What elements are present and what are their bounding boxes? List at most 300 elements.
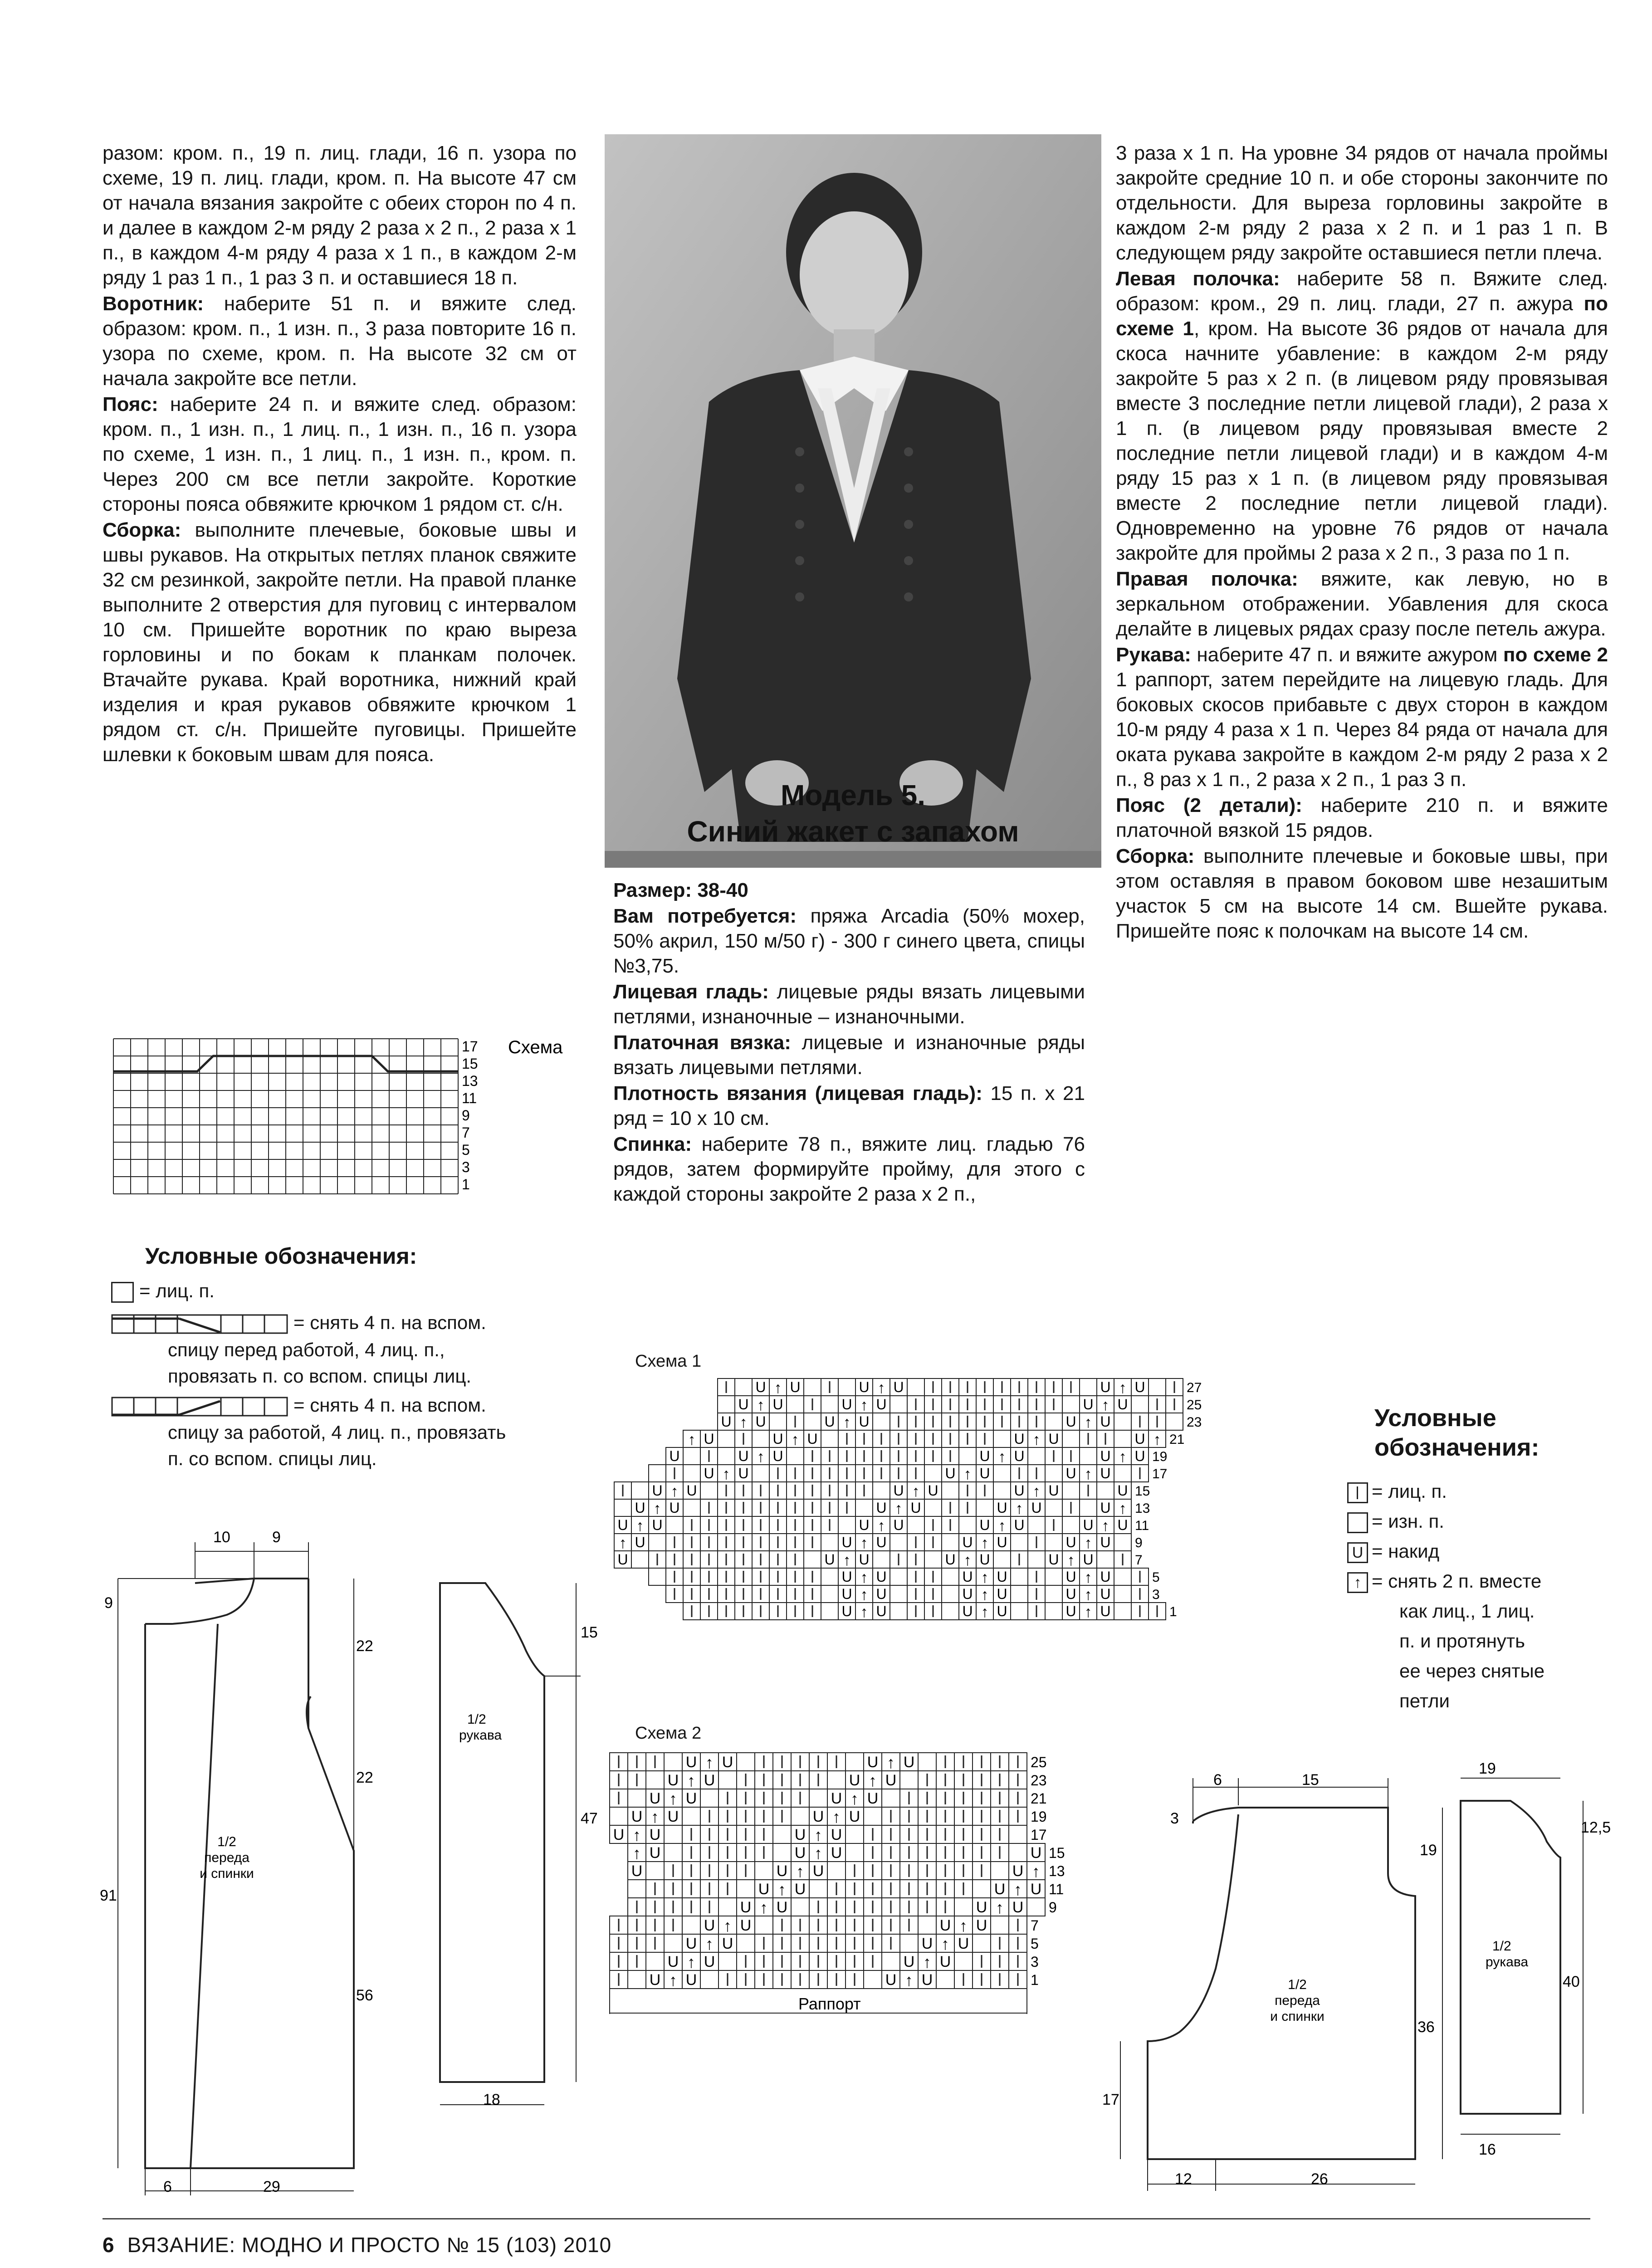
- schema1-dec-mark: ↑: [981, 1586, 989, 1603]
- schema1-cell: [993, 1551, 1011, 1568]
- schema2-yo-mark: U: [704, 1917, 715, 1934]
- schema1-cell: [924, 1465, 942, 1482]
- schema1-dec-mark: ↑: [791, 1431, 799, 1448]
- schema1-yo-mark: U: [997, 1586, 1007, 1602]
- schema1-yo-mark: U: [1065, 1465, 1076, 1481]
- schema1-title: Схема 1: [635, 1352, 702, 1371]
- dim-15: 15: [581, 1624, 598, 1641]
- schema2-dec-mark: ↑: [687, 1953, 695, 1971]
- schema1-cell: [1011, 1603, 1028, 1620]
- schema1-dec-mark: ↑: [1119, 1448, 1127, 1466]
- schema2-yo-mark: U: [885, 1772, 897, 1789]
- legend-left-item-2-line-3: провязать п. со вспом. спицы лиц.: [168, 1365, 472, 1387]
- schema1-cell: [787, 1447, 804, 1465]
- schema2-yo-mark: U: [976, 1899, 987, 1916]
- schema2-cell: [737, 1880, 755, 1898]
- schema1-cell: [959, 1516, 976, 1534]
- schema2-cell: [991, 1862, 1009, 1880]
- page-number: 6: [103, 2233, 115, 2257]
- model-photo: [605, 134, 1101, 868]
- schema1-yo-mark: U: [1100, 1448, 1111, 1464]
- schema1-yo-mark: U: [928, 1482, 938, 1499]
- schema1-cell: [718, 1430, 735, 1447]
- front-label-1: 1/2: [217, 1834, 236, 1849]
- right-front-paragraph: [1116, 567, 1608, 641]
- schema1-cell: [735, 1378, 752, 1396]
- schema2-cell: [646, 1952, 664, 1970]
- schema1-dec-mark: ↑: [1032, 1483, 1041, 1500]
- front-label-2: переда: [204, 1850, 249, 1865]
- schema1-yo-mark: U: [1048, 1431, 1059, 1447]
- schema1-yo-mark: U: [859, 1551, 870, 1568]
- footer-rule: [103, 2218, 1590, 2219]
- legend-right-item-3: [1347, 1540, 1439, 1563]
- schema1-cell: [683, 1447, 700, 1465]
- schema1-yo-mark: U: [669, 1500, 680, 1516]
- schema1-yo-mark: U: [997, 1534, 1007, 1550]
- schema2-dec-mark: ↑: [941, 1935, 949, 1953]
- schema2-cell: [682, 1807, 700, 1825]
- schema1-yo-mark: U: [1100, 1465, 1111, 1481]
- schema1-yo-mark: U: [841, 1586, 852, 1602]
- schema2-yo-mark: U: [685, 1935, 697, 1952]
- schema1-cell: [1114, 1430, 1131, 1447]
- schema1-yo-mark: U: [824, 1413, 835, 1430]
- schema1-cell: [1114, 1413, 1131, 1430]
- schema1-dec-mark: ↑: [722, 1466, 730, 1483]
- schema1-dec-mark: ↑: [1015, 1500, 1023, 1517]
- need-label: Вам потребуется:: [613, 905, 797, 927]
- schema1-yo-mark: U: [979, 1551, 990, 1568]
- r-dim-19: 19: [1420, 1842, 1437, 1859]
- pattern-left-drawing: [91, 1515, 612, 2195]
- schema2-dec-mark: ↑: [1032, 1862, 1040, 1881]
- schema2-cell: [846, 1753, 864, 1771]
- schema2-yo-mark: U: [667, 1808, 679, 1825]
- schema2-cell: [973, 1934, 991, 1952]
- legend-right-item-3-text: = накид: [1372, 1540, 1440, 1562]
- schema1-cell: [614, 1499, 631, 1516]
- schema2-cell: [918, 1916, 936, 1934]
- schema2-yo-mark: U: [849, 1772, 860, 1789]
- schema2-cell: [827, 1771, 846, 1789]
- schema2-cell: [646, 1771, 664, 1789]
- schema1-yo-mark: U: [1065, 1569, 1076, 1585]
- small-schema-row-number: 11: [462, 1090, 477, 1106]
- schema1-yo-mark: U: [859, 1517, 870, 1533]
- legend-left-item-3-line-1: = снять 4 п. на вспом.: [293, 1394, 486, 1416]
- schema1-yo-mark: U: [1100, 1569, 1111, 1585]
- schema1-row-number: 23: [1187, 1415, 1202, 1430]
- schema1-yo-mark: U: [841, 1534, 852, 1550]
- schema1-yo-mark: U: [772, 1448, 783, 1464]
- schema1-cell: [890, 1603, 907, 1620]
- right-front-text: вяжите, как левую, но в зеркальном отображении. Убавления для скоса делайте в лицевых рядах сразу после петель ажура.: [1116, 568, 1608, 640]
- schema2-yo-mark: U: [1012, 1899, 1024, 1916]
- schema1-yo-mark: U: [876, 1396, 887, 1413]
- model-photo-image: [605, 134, 1101, 868]
- schema2-yo-mark: U: [831, 1844, 842, 1862]
- schema2-cell: [827, 1862, 846, 1880]
- schema1-dec-mark: ↑: [981, 1603, 989, 1621]
- schema1-yo-mark: U: [772, 1431, 783, 1447]
- schema1-cell: [1028, 1551, 1045, 1568]
- schema1-dec-mark: ↑: [1119, 1500, 1127, 1517]
- schema2-yo-mark: U: [1030, 1844, 1042, 1862]
- schema1-cell: [1080, 1499, 1097, 1516]
- schema2-cell: [610, 1807, 628, 1825]
- assembly2-label: Сборка:: [1116, 845, 1195, 867]
- schema2-yo-mark: U: [994, 1881, 1006, 1898]
- stockinette-label: Лицевая гладь:: [613, 981, 769, 1003]
- schema1-row-number: 17: [1152, 1466, 1168, 1481]
- schema1-yo-mark: U: [1100, 1413, 1111, 1430]
- pattern-right: [1102, 1760, 1624, 2191]
- schema2-cell: [628, 1789, 646, 1807]
- schema1-cell: [959, 1447, 976, 1465]
- schema2-cell: [1009, 1825, 1027, 1843]
- schema1-yo-mark: U: [1134, 1448, 1145, 1464]
- legend-left-item-3-line-3: п. со вспом. спицы лиц.: [168, 1448, 377, 1469]
- schema2-row-number: 3: [1031, 1954, 1039, 1970]
- schema1-cell: [890, 1534, 907, 1551]
- schema1-row-number: 21: [1169, 1432, 1185, 1447]
- schema2-yo-mark: U: [849, 1808, 860, 1825]
- schema1-dec-mark: ↑: [757, 1397, 765, 1414]
- schema2-dec-mark: ↑: [869, 1771, 877, 1790]
- sleeves-paragraph: [1116, 642, 1608, 792]
- legend-left-item-2-line-1: = снять 4 п. на вспом.: [293, 1312, 486, 1333]
- schema1-row-number: 13: [1135, 1501, 1150, 1516]
- schema1-yo-mark: U: [1065, 1413, 1076, 1430]
- rapport-label: Раппорт: [798, 1994, 861, 2013]
- schema1-cell: [683, 1465, 700, 1482]
- middle-text-column: [613, 878, 1085, 1207]
- dim-9-top: 9: [272, 1529, 281, 1546]
- schema2-cell: [773, 1843, 791, 1862]
- r-dim-36: 36: [1417, 2019, 1435, 2036]
- schema1-row-number: 1: [1169, 1604, 1177, 1619]
- schema1-cell: [769, 1413, 787, 1430]
- schema1-dec-mark: ↑: [1101, 1397, 1109, 1414]
- density-label: Плотность вязания (лицевая гладь):: [613, 1082, 982, 1105]
- schema1-dec-mark: ↑: [843, 1552, 851, 1569]
- left-front-text-a: наберите 58 п. Вяжите след. образом: кром., 29 п. лиц. глади, 27 п. ажура: [1116, 268, 1608, 315]
- schema1-cell: [649, 1534, 666, 1551]
- schema2-cell: [737, 1934, 755, 1952]
- schema2-yo-mark: U: [631, 1862, 643, 1880]
- schema2-cell: [628, 1880, 646, 1898]
- schema1-cell: [1062, 1430, 1080, 1447]
- schema1-yo-mark: U: [1065, 1603, 1076, 1619]
- schema2-dec-mark: ↑: [1014, 1880, 1022, 1899]
- stockinette-paragraph: [613, 979, 1085, 1029]
- schema2-dec-mark: ↑: [778, 1880, 786, 1899]
- schema1-yo-mark: U: [790, 1379, 801, 1395]
- schema1-cell: [942, 1482, 959, 1499]
- small-schema-row-number: 1: [462, 1176, 470, 1193]
- schema2-row-number: 11: [1049, 1881, 1064, 1897]
- schema2-title: Схема 2: [635, 1724, 702, 1743]
- schema1-cell: [821, 1396, 838, 1413]
- knit-stitch-symbol-icon: [111, 1282, 134, 1303]
- schema1-dec-mark: ↑: [998, 1517, 1006, 1535]
- s-dim-40: 40: [1563, 1973, 1580, 1990]
- schema2-yo-mark: U: [776, 1862, 788, 1880]
- schema1-cell: [631, 1551, 649, 1568]
- schema1-yo-mark: U: [635, 1534, 645, 1550]
- r-dim-6: 6: [1213, 1771, 1222, 1789]
- stockinette-text: лицевые ряды вязать лицевыми петлями, изнаночные – изнаночными.: [613, 981, 1085, 1028]
- schema1-cell: [1062, 1396, 1080, 1413]
- need-paragraph: [613, 904, 1085, 978]
- belt-label: Пояс:: [103, 393, 158, 415]
- small-schema-row-number: 3: [462, 1159, 470, 1175]
- schema1-cell: [1045, 1413, 1062, 1430]
- schema1-cell: [1045, 1499, 1062, 1516]
- schema1-yo-mark: U: [859, 1413, 870, 1430]
- schema2-yo-mark: U: [685, 1971, 697, 1989]
- schema1-yo-mark: U: [1100, 1379, 1111, 1395]
- schema2-cell: [954, 1952, 973, 1970]
- left-paragraph-1: разом: кром. п., 19 п. лиц. глади, 16 п. узора по схеме, 19 п. лиц. глади, кром. п. На высоте 47 см от начала вязания закройте с обеих сторон по 4 п. и далее в каждом 2-м ряду 2 раза х 2 п., 2 раза х 1 п., в каждом 4-м ряду 4 раза х 1 п., в каждом 2-м ряду 1 раз 1 п., 1 раз 3 п. и оставшиеся 18 п.: [103, 142, 577, 289]
- schema1-cell: [1011, 1585, 1028, 1603]
- schema2-dec-mark: ↑: [687, 1771, 695, 1790]
- schema2-dec-mark: ↑: [760, 1898, 768, 1917]
- schema2-yo-mark: U: [939, 1953, 951, 1970]
- schema1-dec-mark: ↑: [981, 1569, 989, 1586]
- schema2-cell: [954, 1898, 973, 1916]
- schema1-dec-mark: ↑: [774, 1379, 782, 1397]
- small-schema-grid: [109, 1034, 581, 1234]
- small-schema: [109, 1034, 581, 1234]
- legend-right-item-2: [1347, 1510, 1444, 1533]
- schema2-yo-mark: U: [903, 1953, 915, 1970]
- schema1-cell: [1062, 1482, 1080, 1499]
- legend-left-item-3-line-2: спицу за работой, 4 лиц. п., провязать: [168, 1422, 506, 1443]
- legend-right-item-4-line-4: ее через снятые: [1399, 1660, 1545, 1681]
- schema1-yo-mark: U: [807, 1431, 818, 1447]
- schema1-yo-mark: U: [704, 1465, 714, 1481]
- left-front-label: Левая полочка:: [1116, 268, 1280, 290]
- schema2-dec-mark: ↑: [651, 1808, 659, 1826]
- schema2-yo-mark: U: [722, 1754, 733, 1771]
- photo-caption: [605, 777, 1101, 850]
- schema1-yo-mark: U: [876, 1586, 887, 1602]
- schema1-dec-mark: ↑: [619, 1535, 627, 1552]
- legend-left-item-2-line-2: спицу перед работой, 4 лиц. п.,: [168, 1339, 445, 1360]
- schema2-cell: [809, 1789, 827, 1807]
- r-dim-17: 17: [1102, 2091, 1119, 2108]
- schema1-cell: [1045, 1465, 1062, 1482]
- schema2-yo-mark: U: [958, 1935, 969, 1952]
- schema1-yo-mark: U: [841, 1396, 852, 1413]
- schema2-cell: [755, 1916, 773, 1934]
- s-dim-12-5: 12,5: [1581, 1819, 1611, 1836]
- schema1-cell: [1080, 1447, 1097, 1465]
- schema1-cell: [976, 1499, 993, 1516]
- schema2-yo-mark: U: [921, 1935, 933, 1952]
- schema2-yo-mark: U: [685, 1790, 697, 1807]
- schema1-yo-mark: U: [962, 1569, 973, 1585]
- schema1-yo-mark: U: [669, 1448, 680, 1464]
- schema2-row-number: 5: [1031, 1936, 1039, 1952]
- schema1-cell: [942, 1603, 959, 1620]
- schema1-cell: [631, 1482, 649, 1499]
- legend-right-item-4-line-5: петли: [1399, 1690, 1450, 1711]
- schema1-cell: [1045, 1568, 1062, 1585]
- front-label-3: и спинки: [200, 1866, 254, 1881]
- schema2-cell: [773, 1825, 791, 1843]
- schema1-yo-mark: U: [1014, 1431, 1025, 1447]
- schema2-cell: [973, 1880, 991, 1898]
- back-label: Спинка:: [613, 1133, 692, 1155]
- schema1-yo-mark: U: [1083, 1396, 1094, 1413]
- schema1-cell: [787, 1396, 804, 1413]
- schema2-cell: [718, 1898, 737, 1916]
- double-decrease-icon: ↑: [1347, 1572, 1368, 1593]
- schema1-cell: [890, 1585, 907, 1603]
- schema1-dec-mark: ↑: [860, 1535, 868, 1552]
- schema1-cell: [1011, 1534, 1028, 1551]
- sleeves-bold: по схеме 2: [1503, 644, 1608, 666]
- schema1-cell: [821, 1585, 838, 1603]
- belt-text: наберите 24 п. и вяжите след. образом: кром. п., 1 изн. п., 1 лиц. п., 1 изн. п., 16 п. узора по схеме, 1 изн. п., 1 лиц. п., 1 изн. п., кром. п. Через 200 см все петли закройте. Короткие стороны пояса обвяжите крючком 1 рядом ст. с/н.: [103, 393, 577, 515]
- collar-paragraph: [103, 291, 577, 391]
- schema2-row-number: 25: [1031, 1754, 1047, 1770]
- schema2-yo-mark: U: [794, 1844, 806, 1862]
- schema2-cell: [737, 1753, 755, 1771]
- schema1-cell: [649, 1465, 666, 1482]
- schema1-dec-mark: ↑: [843, 1414, 851, 1431]
- garter-text: лицевые и изнаночные ряды вязать лицевыми петлями.: [613, 1031, 1085, 1079]
- schema2-yo-mark: U: [613, 1826, 625, 1843]
- left-front-paragraph: [1116, 266, 1608, 566]
- schema1-dec-mark: ↑: [877, 1379, 885, 1397]
- assembly2-paragraph: [1116, 844, 1608, 943]
- purl-symbol-icon: [1347, 1512, 1368, 1533]
- schema1-yo-mark: U: [1100, 1534, 1111, 1550]
- schema1-cell: [752, 1465, 769, 1482]
- right-paragraph-1: 3 раза х 1 п. На уровне 34 рядов от начала проймы закройте средние 10 п. и обе стороны закончите по отдельности. Для выреза горловины закройте в каждом 2-м ряду 2 раза х 2 п. и 1 раз 1 п. В следующем ряду закройте оставшиеся петли плеча.: [1116, 142, 1608, 264]
- schema2-yo-mark: U: [740, 1917, 752, 1934]
- schema2-yo-mark: U: [831, 1790, 842, 1807]
- schema2-yo-mark: U: [649, 1790, 661, 1807]
- left-front-text-b: , кром. На высоте 36 рядов от начала для скоса начните убавление: в каждом 2-м ряду закройте 5 раз х 2 п. (в лицевом ряду провязывая вместе 3 последние петли лицевой глади), 2 раза х 1 п. (в лицевом ряду провязывая вместе 2 последние петли лицевой глади) и в каждом 4-м ряду 15 раз х 1 п. (в лицевом ряду провязывая вместе 2 последние петли лицевой глади). Одновременно на уровне 76 рядов от начала закройте для проймы 2 раза х 2 п., 3 раза по 1 п.: [1116, 318, 1608, 564]
- schema1-yo-mark: U: [824, 1551, 835, 1568]
- schema2-yo-mark: U: [722, 1935, 733, 1952]
- schema1-dec-mark: ↑: [894, 1500, 903, 1517]
- schema2-dec-mark: ↑: [832, 1808, 841, 1826]
- schema1-yo-mark: U: [721, 1413, 732, 1430]
- schema1-cell: [1114, 1585, 1131, 1603]
- belt-paragraph: [103, 392, 577, 517]
- legend-right-title-1: Условные: [1374, 1404, 1496, 1432]
- schema2-row-number: 13: [1049, 1863, 1065, 1879]
- schema1-yo-mark: U: [893, 1379, 904, 1395]
- legend-left-item-3: [111, 1393, 486, 1417]
- schema2-yo-mark: U: [667, 1772, 679, 1789]
- schema1-yo-mark: U: [1117, 1482, 1128, 1499]
- schema1-yo-mark: U: [1100, 1603, 1111, 1619]
- garter-paragraph: [613, 1030, 1085, 1080]
- dim-10: 10: [213, 1529, 230, 1546]
- magazine-title: ВЯЗАНИЕ: МОДНО И ПРОСТО № 15 (103) 2010: [127, 2233, 612, 2257]
- schema1-dec-mark: ↑: [1084, 1466, 1092, 1483]
- schema2-cell: [646, 1862, 664, 1880]
- schema1-cell: [907, 1516, 924, 1534]
- schema2-dec-mark: ↑: [887, 1753, 895, 1772]
- schema1-cell: [1028, 1516, 1045, 1534]
- schema1-cell: [1045, 1603, 1062, 1620]
- schema1-yo-mark: U: [841, 1603, 852, 1619]
- schema1-yo-mark: U: [962, 1586, 973, 1602]
- collar-text: наберите 51 п. и вяжите след. образом: кром. п., 1 изн. п., 3 раза повторите 16 п. узора по схеме, кром. п. На высоте 32 см от начала закройте все петли.: [103, 293, 577, 390]
- schema1-dec-mark: ↑: [739, 1414, 748, 1431]
- schema1-dec-mark: ↑: [860, 1397, 868, 1414]
- schema2-yo-mark: U: [649, 1971, 661, 1989]
- schema1-cell: [804, 1413, 821, 1430]
- legend-right-title-2: обозначения:: [1374, 1434, 1540, 1461]
- schema1-chart: [612, 1377, 1347, 1726]
- schema2-cell: [864, 1970, 882, 1989]
- schema2-cell: [1009, 1843, 1027, 1862]
- schema1-yo-mark: U: [1048, 1551, 1059, 1568]
- schema1-dec-mark: ↑: [981, 1535, 989, 1552]
- schema1-yo-mark: U: [755, 1379, 766, 1395]
- schema1-cell: [718, 1396, 735, 1413]
- schema2-cell: [846, 1825, 864, 1843]
- schema2-dec-mark: ↑: [923, 1953, 931, 1971]
- schema1-cell: [1080, 1378, 1097, 1396]
- schema2-dec-mark: ↑: [633, 1844, 641, 1862]
- schema1-yo-mark: U: [876, 1500, 887, 1516]
- schema1-cell: [1166, 1413, 1183, 1430]
- schema1-yo-mark: U: [997, 1500, 1007, 1516]
- schema1-yo-mark: U: [738, 1396, 749, 1413]
- schema1-cell: [718, 1447, 735, 1465]
- schema1-dec-mark: ↑: [757, 1448, 765, 1466]
- schema1-cell: [700, 1482, 718, 1499]
- schema1-yo-mark: U: [738, 1465, 749, 1481]
- schema1-cell: [942, 1568, 959, 1585]
- dim-22-b: 22: [356, 1769, 373, 1786]
- schema1-cell: [993, 1482, 1011, 1499]
- footer: [103, 2233, 611, 2257]
- s-label-1: 1/2: [1492, 1939, 1511, 1954]
- schema1-dec-mark: ↑: [963, 1552, 972, 1569]
- schema1-dec-mark: ↑: [1067, 1552, 1075, 1569]
- schema1-dec-mark: ↑: [653, 1500, 661, 1517]
- schema2-row-number: 9: [1049, 1899, 1057, 1916]
- schema2-row-number: 7: [1031, 1917, 1039, 1934]
- schema2-cell: [936, 1970, 954, 1989]
- small-schema-row-number: 17: [462, 1038, 478, 1055]
- sleeve-label-1: 1/2: [467, 1712, 486, 1727]
- schema2-row-number: 15: [1049, 1845, 1065, 1861]
- legend-right-item-4-line-2: как лиц., 1 лиц.: [1399, 1600, 1535, 1622]
- schema1-yo-mark: U: [962, 1603, 973, 1619]
- schema2-cell: [755, 1862, 773, 1880]
- schema1-row-number: 15: [1135, 1484, 1150, 1499]
- small-schema-title: Схема: [508, 1037, 563, 1057]
- left-front-bold: по схеме 1: [1116, 293, 1608, 340]
- schema1-cell: [1097, 1551, 1114, 1568]
- legend-right-item-4-line-1: = снять 2 п. вместе: [1372, 1570, 1542, 1592]
- schema1-row-number: 5: [1152, 1570, 1160, 1585]
- s-dim-19: 19: [1479, 1760, 1496, 1777]
- schema2-cell: [664, 1825, 682, 1843]
